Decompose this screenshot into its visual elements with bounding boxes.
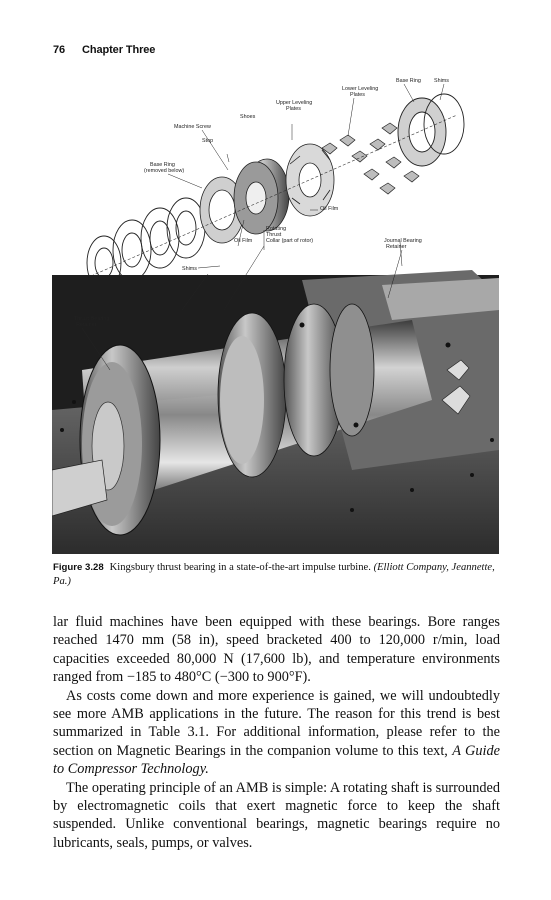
chapter-title: Chapter Three	[82, 44, 156, 56]
label-oil-film-left: Oil Film	[234, 238, 253, 244]
label-shoes: Shoes	[240, 114, 256, 120]
label-base-ring-left-1: Base Ring	[150, 162, 175, 168]
svg-text:Shims	[182, 266, 197, 272]
label-base-ring-top: Base Ring	[396, 78, 421, 84]
label-lower-leveling-2: Plates	[350, 92, 365, 98]
caption-text: Kingsbury thrust bearing in a state-of-the-art impulse turbine.	[109, 562, 371, 573]
label-lower-leveling-1: Lower Leveling	[342, 86, 379, 92]
caption-credit: (Elliott Company, Jeannette, Pa.)	[53, 562, 495, 587]
paragraph-1: lar fluid machines have been equipped with these bearings. Bore ranges reached 1470 mm (58 in), speed bracketed 400 to 120,000 r/min, load capacities exceeded 80,000 N (17,600 lb), and temperature environments ranged from −185 to 480°C (−300 to 900°F).	[53, 614, 500, 686]
figure-caption	[53, 561, 500, 589]
svg-text:Stop	[202, 138, 213, 144]
svg-text:Oil Film	[320, 206, 339, 212]
svg-text:Plates	[350, 92, 365, 98]
svg-text:Shoes	[240, 114, 256, 120]
label-shims-left: Shims	[182, 266, 197, 272]
paragraph-2-text: As costs come down and more experience is gained, we will undoubtedly see more AMB applications in the future. The reason for this trend is best summarized in Table 3.1. For additional information, please refer to the section on Magnetic Bearings in the companion volume to this text,	[53, 687, 500, 759]
label-rotating-2: Thrust	[266, 232, 282, 238]
label-journal-2: Retainer	[386, 244, 407, 250]
label-upper-leveling-1: Upper Leveling	[276, 100, 313, 106]
label-thrust-retainer-2: Retainer	[76, 322, 97, 328]
figure-illustration	[52, 70, 499, 554]
label-shims-top: Shims	[434, 78, 449, 84]
bearing-illustration	[52, 70, 499, 554]
svg-text:Retainer	[386, 244, 407, 250]
paragraph-2-book-title: A Guide to Compressor Technology.	[53, 742, 500, 778]
page-header	[53, 44, 155, 56]
svg-text:Machine Screw	[174, 124, 211, 130]
svg-text:Base Ring	[396, 78, 421, 84]
label-base-ring-left-2: (removed below)	[144, 168, 185, 174]
caption-figure-number: Figure 3.28	[53, 562, 104, 573]
label-journal-1: Journal Bearing	[384, 238, 422, 244]
label-stop: Stop	[202, 138, 214, 144]
paragraph-2	[53, 687, 500, 779]
paragraph-3: The operating principle of an AMB is simple: A rotating shaft is surrounded by electromagnetic coils that exert magnetic force to keep the shaft suspended. Unlike conventional bearings, magnetic bearings require no lubricants, seals, pumps, or valves.	[53, 779, 500, 851]
label-rotating-1: Rotating	[266, 226, 287, 232]
label-upper-leveling-2: Plates	[286, 106, 301, 112]
svg-text:Retainer	[76, 322, 97, 328]
label-thrust-retainer-1: Thrust Bearing	[74, 316, 110, 322]
svg-text:(removed below)	[144, 168, 184, 174]
svg-text:Plates	[286, 106, 301, 112]
svg-text:Collar (part of rotor)	[266, 238, 313, 244]
label-rotating-3: Collar (part of rotor)	[266, 238, 314, 244]
body-text	[53, 613, 500, 852]
label-oil-film-right: Oil Film	[320, 206, 339, 212]
svg-text:Oil Film	[234, 238, 253, 244]
page-number: 76	[53, 44, 66, 56]
label-machine-screw: Machine Screw	[174, 124, 211, 130]
svg-text:Shims	[434, 78, 449, 84]
